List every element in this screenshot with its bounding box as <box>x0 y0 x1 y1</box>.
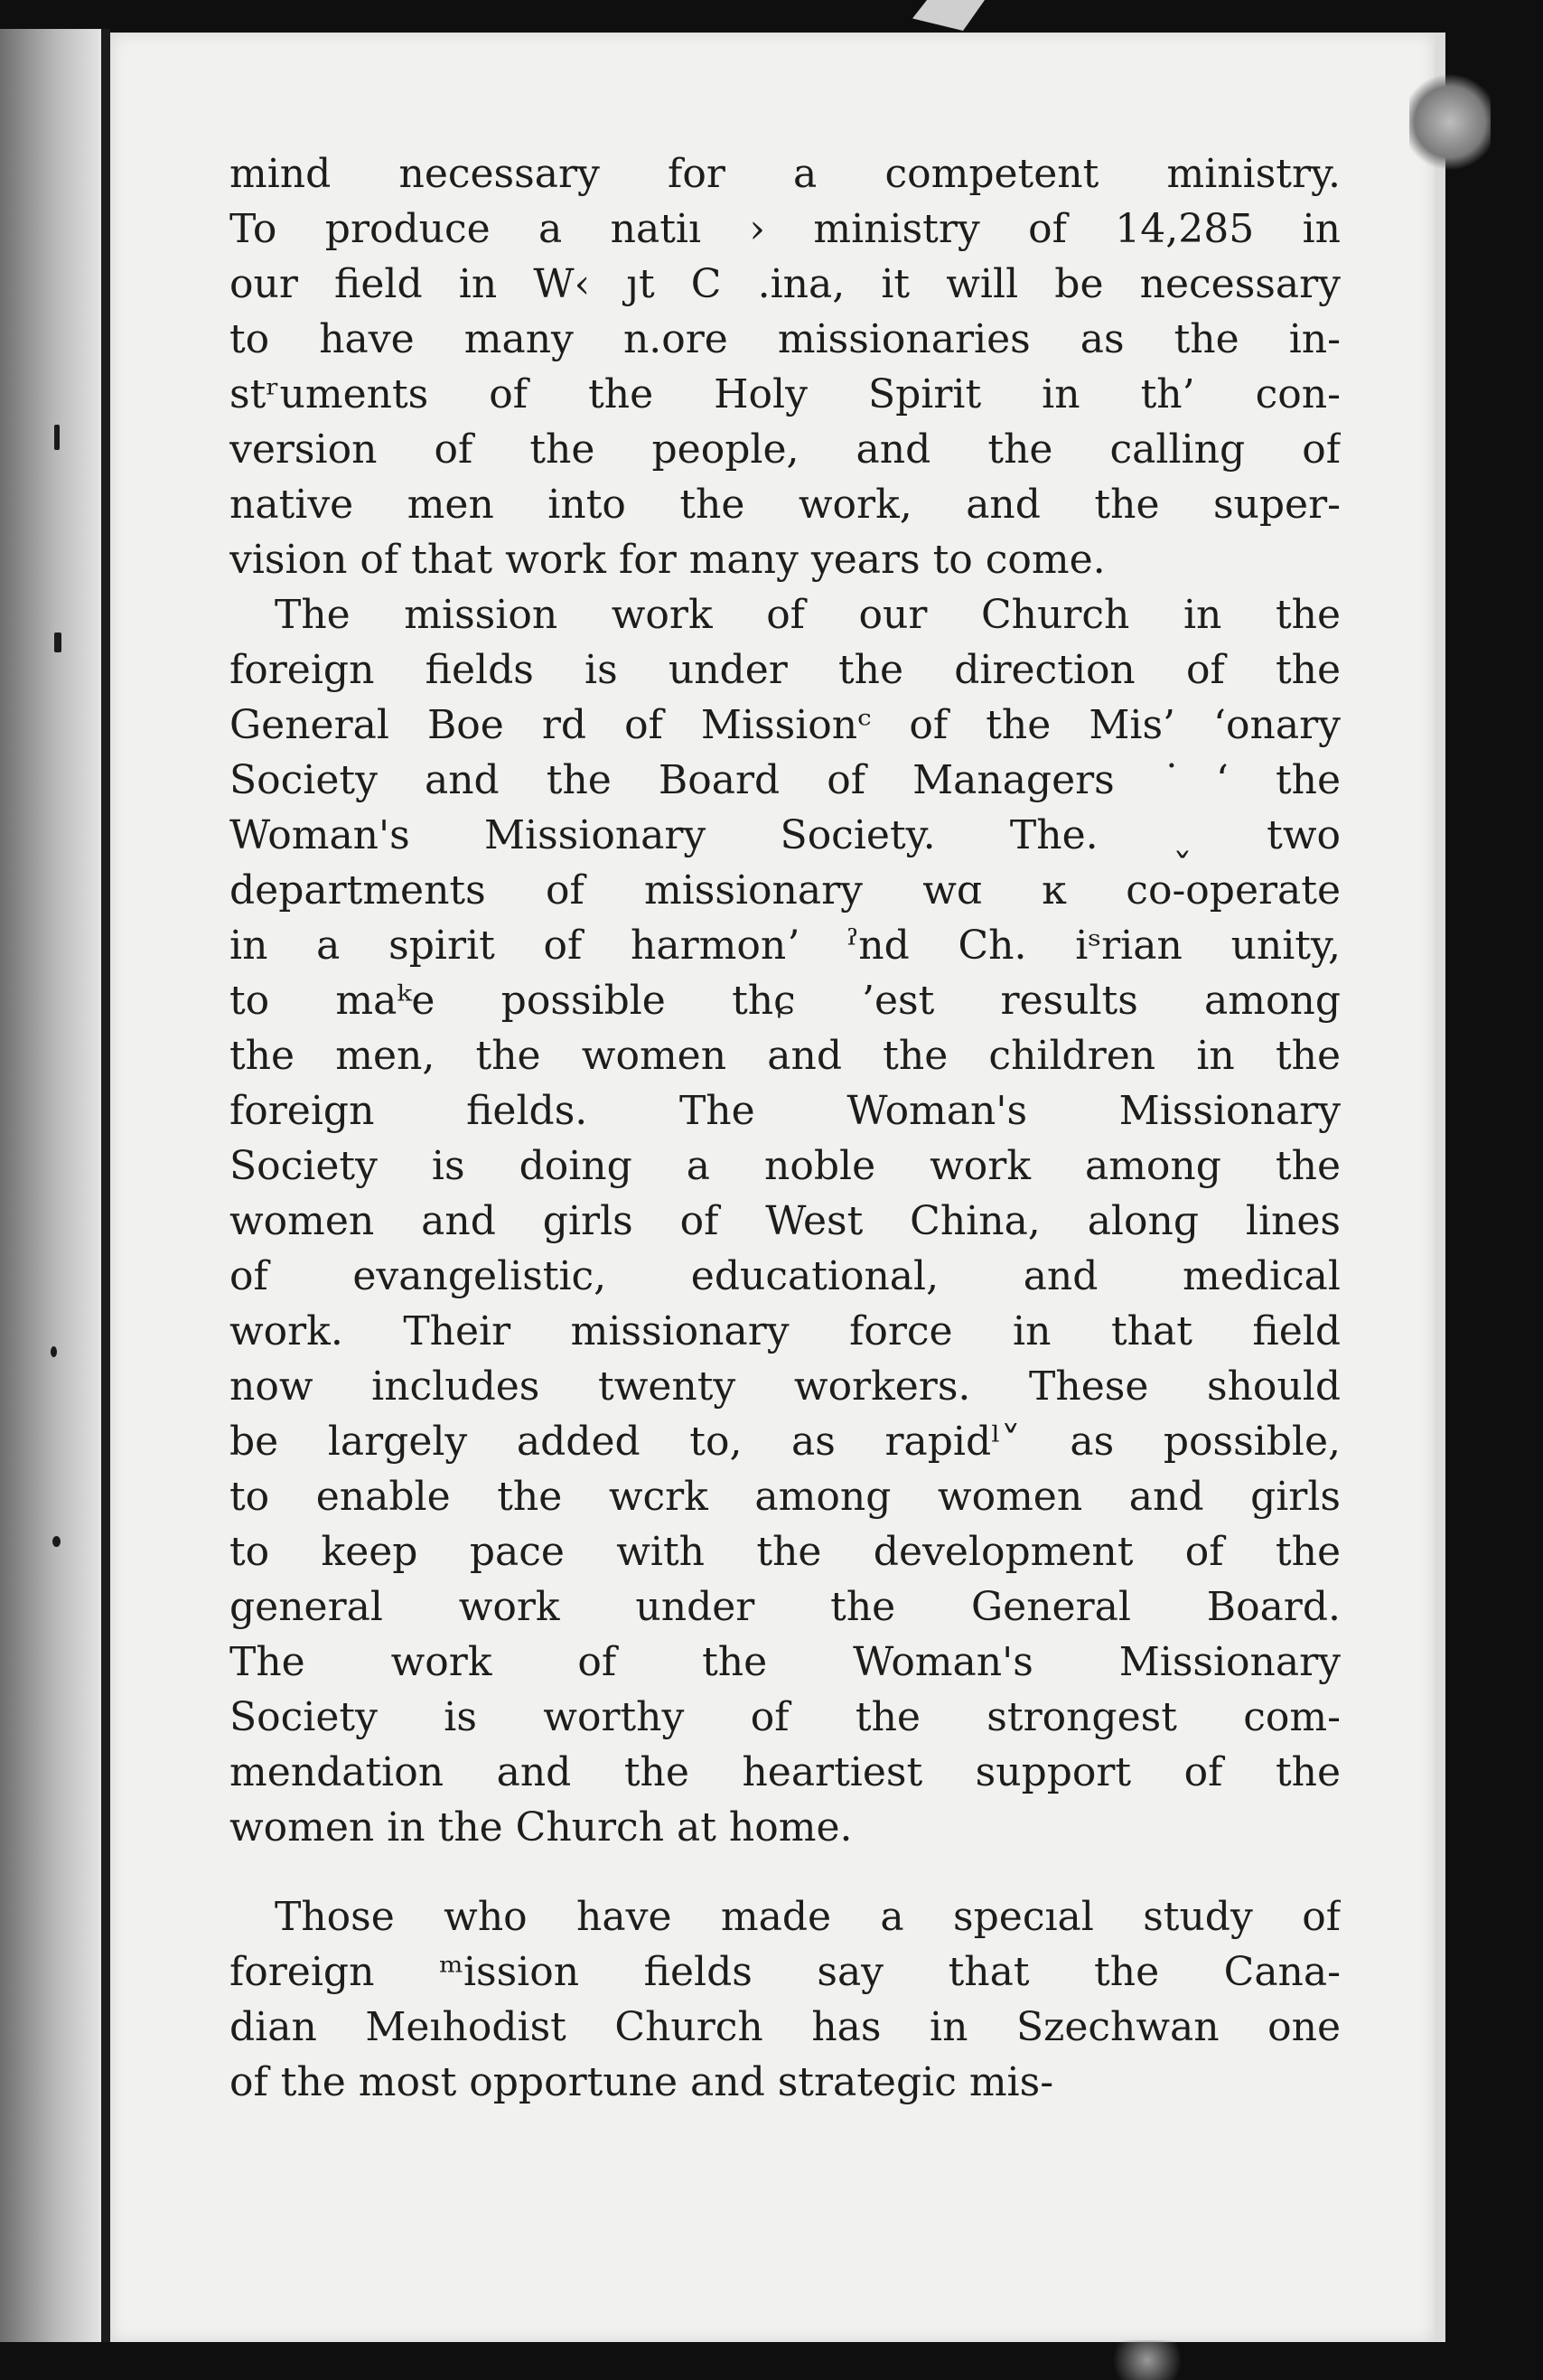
text-line: general work under the General Board. <box>229 1584 1341 1630</box>
text-line: in a spirit of harmonʼ ˀnd Ch. iˢrian unity, <box>229 923 1341 969</box>
page-edge-right <box>1435 33 1445 2342</box>
paragraph <box>229 587 1341 1855</box>
text-line: mind necessary for a competent ministry. <box>229 151 1341 197</box>
text-line: To produce a natiı › ministry of 14,285 in <box>229 206 1341 252</box>
document-page <box>110 33 1435 2342</box>
text-line: to enable the wcrk among women and girls <box>229 1474 1341 1520</box>
body-text <box>229 146 1341 2110</box>
text-line: foreign fields is under the direction of the <box>229 647 1341 693</box>
margin-mark <box>52 1536 61 1547</box>
text-line: our field in W‹ ȷt C .ina, it will be necessary <box>229 261 1341 307</box>
text-line: General Boe rd of Missionᶜ of the Mis’ ʻonary <box>229 702 1341 748</box>
text-line: the men, the women and the children in the <box>229 1033 1341 1079</box>
text-line: to have many n.ore missionaries as the in- <box>229 316 1341 362</box>
facing-page-edge <box>0 29 101 2342</box>
paragraph-gap <box>229 1855 1341 1889</box>
text-line: to maᵏe possible thɕ ’est results among <box>229 978 1341 1024</box>
margin-mark <box>51 1346 57 1357</box>
text-line: women and girls of West China, alonɡ lines <box>229 1198 1341 1244</box>
paragraph <box>229 1889 1341 2110</box>
scan-debris-bottom <box>1102 2340 1192 2380</box>
scan-debris-top <box>912 0 985 31</box>
text-line: of evangelistic, educational, and medical <box>229 1253 1341 1299</box>
margin-mark <box>54 425 60 450</box>
text-line: departments of missionary wɑ ĸ co-operate <box>229 867 1341 914</box>
scan-debris-right <box>1409 72 1491 172</box>
text-line: stʳuments of the Holy Spirit in th’ con- <box>229 371 1341 417</box>
text-line: Society is worthy of the strongest com- <box>229 1694 1341 1740</box>
text-line: now includes twenty workers. These should <box>229 1363 1341 1410</box>
text-line: work. Their missionary force in that field <box>229 1308 1341 1354</box>
text-line: be largely added to, as rapidˡ˅ as possible, <box>229 1419 1341 1465</box>
text-line: foreign fields. The Woman's Missionary <box>229 1088 1341 1134</box>
text-line: Society is doing a noble work among the <box>229 1143 1341 1189</box>
text-line: version of the people, and the calling of <box>229 426 1341 473</box>
text-line: Woman's Missionary Society. The. ˯ two <box>229 812 1341 858</box>
text-line: vision of that work for many years to come. <box>229 537 1106 583</box>
paragraph <box>229 146 1341 587</box>
margin-mark <box>54 632 61 652</box>
text-line: to keep pace with the development of the <box>229 1529 1341 1575</box>
text-line: women in the Church at home. <box>229 1804 853 1851</box>
text-line: native men into the work, and the super- <box>229 482 1341 528</box>
binding-gutter <box>101 29 110 2342</box>
text-line: of the most opportune and strategic mis- <box>229 2059 1054 2105</box>
text-line: dian Meıhodist Church has in Szechwan one <box>229 2004 1341 2050</box>
text-line: The work of the Woman's Missionary <box>229 1639 1341 1685</box>
text-line: foreign ᵐission fields say that the Cana- <box>229 1949 1341 1995</box>
text-line: The mission work of our Church in the <box>275 592 1341 638</box>
text-line: mendation and the heartiest support of the <box>229 1749 1341 1795</box>
text-line: Those who have made a specıal study of <box>275 1894 1341 1940</box>
text-line: Society and the Board of Managers ˙ʻ the <box>229 757 1341 803</box>
